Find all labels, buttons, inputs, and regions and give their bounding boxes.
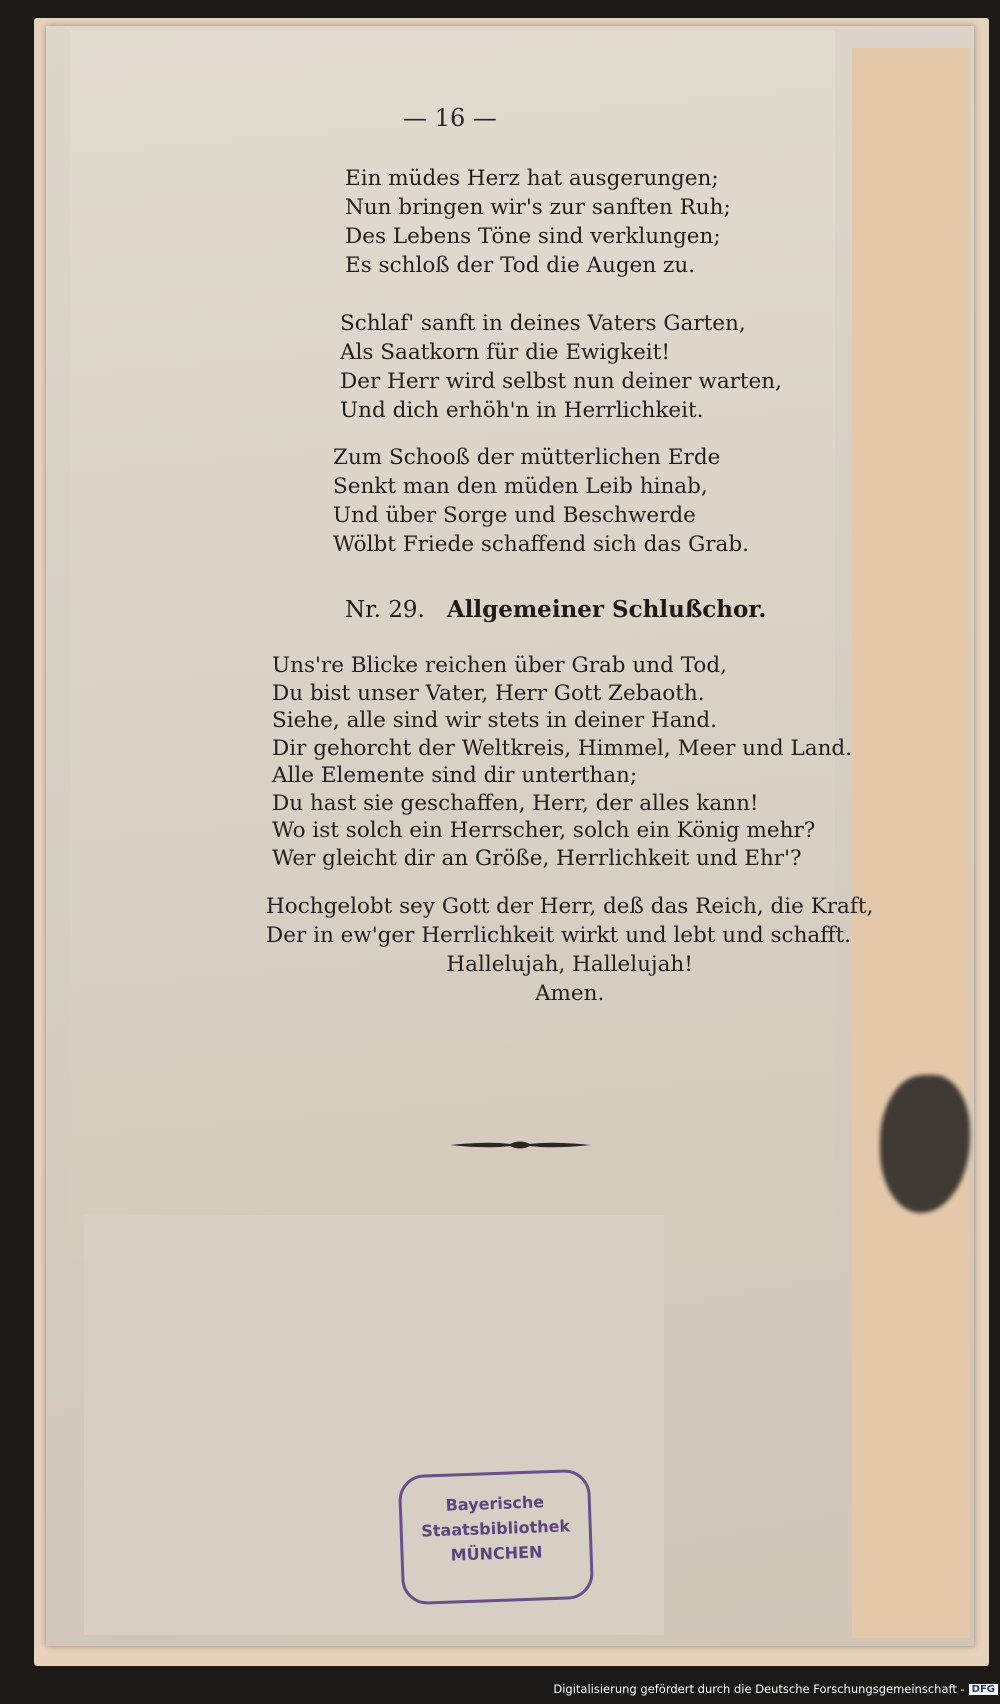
verse-line: Du hast sie geschaffen, Herr, der alles kann! [272,790,759,816]
verse-line: Siehe, alle sind wir stets in deiner Hand. [272,708,717,733]
verse-line: Amen. [534,981,605,1006]
verse-line: Es schloß der Tod die Augen zu. [345,253,696,278]
verse-line: Hochgelobt sey Gott der Herr, deß das Reich, die Kraft, [266,894,874,919]
verse-line: Der Herr wird selbst nun deiner warten, [340,369,782,394]
verse-line: Wer gleicht dir an Größe, Herrlichkeit und Ehr'? [272,845,802,871]
verse-line: Des Lebens Töne sind verklungen; [345,224,721,249]
verse-line: Hallelujah, Hallelujah! [446,952,693,977]
stamp-line: Staatsbibliothek [420,1516,571,1541]
section-heading [345,596,766,623]
verse-line: Ein müdes Herz hat ausgerungen; [345,166,719,191]
verse-line: Und dich erhöh'n in Herrlichkeit. [340,398,704,423]
verse-line: Schlaf' sanft in deines Vaters Garten, [340,311,746,336]
verse-line: Dir gehorcht der Weltkreis, Himmel, Meer und Land. [272,735,853,761]
library-stamp [398,1469,594,1606]
verse-line: Alle Elemente sind dir unterthan; [272,763,638,788]
verse-line: Und über Sorge und Beschwerde [333,503,696,528]
verse-line: Senkt man den müden Leib hinab, [333,474,708,499]
footer-text: Digitalisierung gefördert durch die Deutsche Forschungsgemeinschaft - [553,1682,965,1696]
stanza-1 [345,164,731,280]
stanza-4 [272,652,852,872]
verse-line: Uns're Blicke reichen über Grab und Tod, [272,653,727,678]
heading-number: Nr. 29. [345,597,425,623]
stanza-5 [266,892,873,1008]
stanza-2 [340,309,782,425]
verse-line: Der in ew'ger Herrlichkeit wirkt und lebt und schafft. [266,923,852,948]
verse-line: Zum Schooß der mütterlichen Erde [333,445,721,470]
verse-line: Du bist unser Vater, Herr Gott Zebaoth. [272,680,705,706]
backing-strip [852,48,970,1638]
verse-line: Wölbt Friede schaffend sich das Grab. [333,532,749,557]
heading-title: Allgemeiner Schlußchor. [446,596,767,623]
stamp-line: Bayerische [445,1492,545,1515]
page-number: — 16 — [403,104,497,132]
verse-line: Nun bringen wir's zur sanften Ruh; [345,195,731,220]
stamp-line: MÜNCHEN [450,1542,543,1565]
verse-line: Wo ist solch ein Herrscher, solch ein König mehr? [272,818,816,843]
digitization-footer [553,1680,998,1698]
ornament-divider [448,1138,593,1152]
dfg-logo-icon: DFG [969,1684,998,1695]
verse-line: Als Saatkorn für die Ewigkeit! [340,340,670,365]
stanza-3 [333,443,749,559]
